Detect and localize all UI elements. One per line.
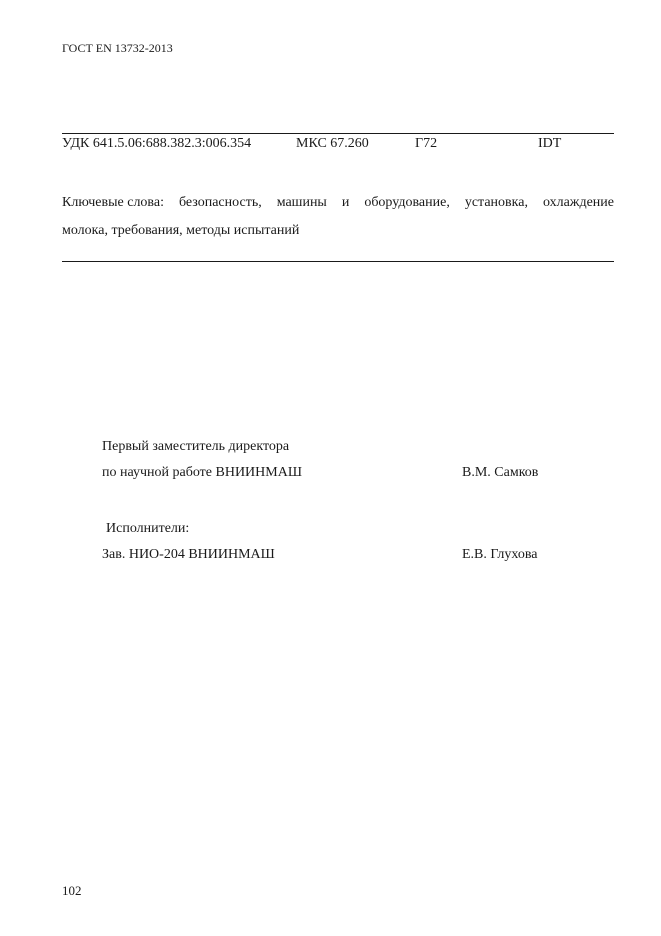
keyword-word: установка, (464, 195, 528, 210)
keywords-line-1 (62, 189, 614, 217)
keyword-word: оборудование, (364, 195, 450, 210)
executors-label: Исполнители: (106, 521, 190, 536)
group-code: Г72 (415, 136, 438, 151)
keyword-word: безопасность, (178, 195, 262, 210)
executor-name: Е.В. Глухова (462, 547, 538, 562)
keywords-label: Ключевые слова: (62, 195, 164, 210)
keyword-word: машины (276, 195, 327, 210)
keywords-block (62, 189, 614, 245)
standard-code: ГОСТ EN 13732-2013 (62, 41, 173, 55)
top-rule (62, 133, 614, 134)
idt-code: IDT (538, 136, 562, 151)
director-position-line-1: Первый заместитель директора (102, 439, 290, 454)
udk-code: УДК 641.5.06:688.382.3:006.354 (62, 136, 252, 151)
page-number: 102 (62, 883, 82, 898)
director-position-line-2: по научной работе ВНИИНМАШ (102, 465, 302, 480)
executor-position: Зав. НИО-204 ВНИИНМАШ (102, 547, 275, 562)
keyword-word: и (341, 195, 350, 210)
director-name: В.М. Самков (462, 465, 539, 480)
keyword-word: охлаждение (542, 195, 614, 210)
keywords-line-2: молока, требования, методы испытаний (62, 223, 300, 238)
bottom-rule (62, 261, 614, 262)
mks-code: МКС 67.260 (296, 136, 369, 151)
